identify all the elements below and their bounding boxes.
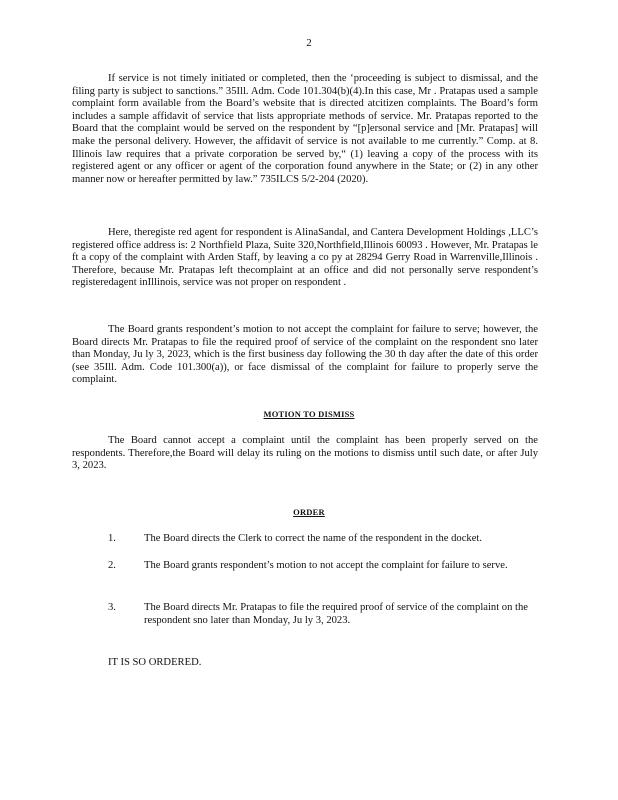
order-item-text: The Board directs the Clerk to correct the name of the respondent in the docket. [144, 533, 482, 544]
body-paragraph: If service is not timely initiated or completed, then the ‘proceeding is subject to dismissal, and the filing party is subject to sanctions.” 35Ill. Adm. Code 101.304(b)(4).In this case, Mr . Pratapas used a sample complaint form available from the Board’s website that is directed atcitizen complaints. The Board’s form includes a sample affidavit of service that lists appropriate methods of service. Mr. Pratapas reported to the Board that the complaint would be served on the respondent by “[p]ersonal service and [Mr. Pratapas] will make the personal delivery. However, the affidavit of service is not available to me currently.” Comp. at 8. Illinois law requires that a private corporation be served by,“ (1) leaving a copy of the process with its registered agent or any officer or agent of the corporation found anywhere in the State; or (2) in any other manner now or hereafter permitted by law.” 735ILCS 5/2-204 (2020). [72, 73, 538, 185]
page-number: 2 [306, 37, 312, 49]
order-item [108, 533, 528, 546]
paragraph-service-timing [72, 73, 538, 186]
order-heading-text: ORDER [293, 507, 325, 517]
paragraph-motion [72, 435, 538, 473]
order-item-number: 2. [108, 560, 116, 571]
order-item [108, 560, 528, 573]
order-heading [0, 506, 618, 519]
body-paragraph: The Board cannot accept a complaint until the complaint has been properly served on the respondents. Therefore,the Board will delay its ruling on the motions to dismiss until such date, or after July 3, 2023. [72, 435, 538, 472]
motion-to-dismiss-heading [0, 408, 618, 421]
order-item-text: The Board grants respondent’s motion to not accept the complaint for failure to serve. [144, 560, 508, 571]
closing-statement: IT IS SO ORDERED. [108, 657, 202, 668]
order-item [108, 602, 528, 627]
order-item-text: The Board directs Mr. Pratapas to file the required proof of service of the complaint on the respondent sno later than Monday, Ju ly 3, 2023. [144, 602, 528, 626]
paragraph-registered-agent [72, 227, 538, 290]
order-item-number: 1. [108, 533, 116, 544]
order-item-number: 3. [108, 602, 116, 613]
paragraph-board-grants [72, 324, 538, 387]
body-paragraph: The Board grants respondent’s motion to not accept the complaint for failure to serve; however, the Board directs Mr. Pratapas to file the required proof of service of the complaint on the respondent sno later than Monday, Ju ly 3, 2023, which is the first business day following the 30 th day after the date of this order (see 35Ill. Adm. Code 101.300(a)), or face dismissal of the complaint for failure to properly serve the complaint. [72, 324, 538, 386]
body-paragraph: Here, theregiste red agent for respondent is AlinaSandal, and Cantera Development Holdings ,LLC’s registered office address is: 2 Northfield Plaza, Suite 320,Northfield,Illinois 60093 . However, Mr. Pratapas le ft a copy of the complaint with Arden Staff, by leaving a co py at 28294 Gerry Road in Warrenville,Illinois . Therefore, because Mr. Pratapas left thecomplaint at an office and did not personally serve respondent’s registeredagent inIllinois, service was not proper on respondent . [72, 227, 538, 289]
motion-heading-text: MOTION TO DISMISS [263, 409, 355, 419]
